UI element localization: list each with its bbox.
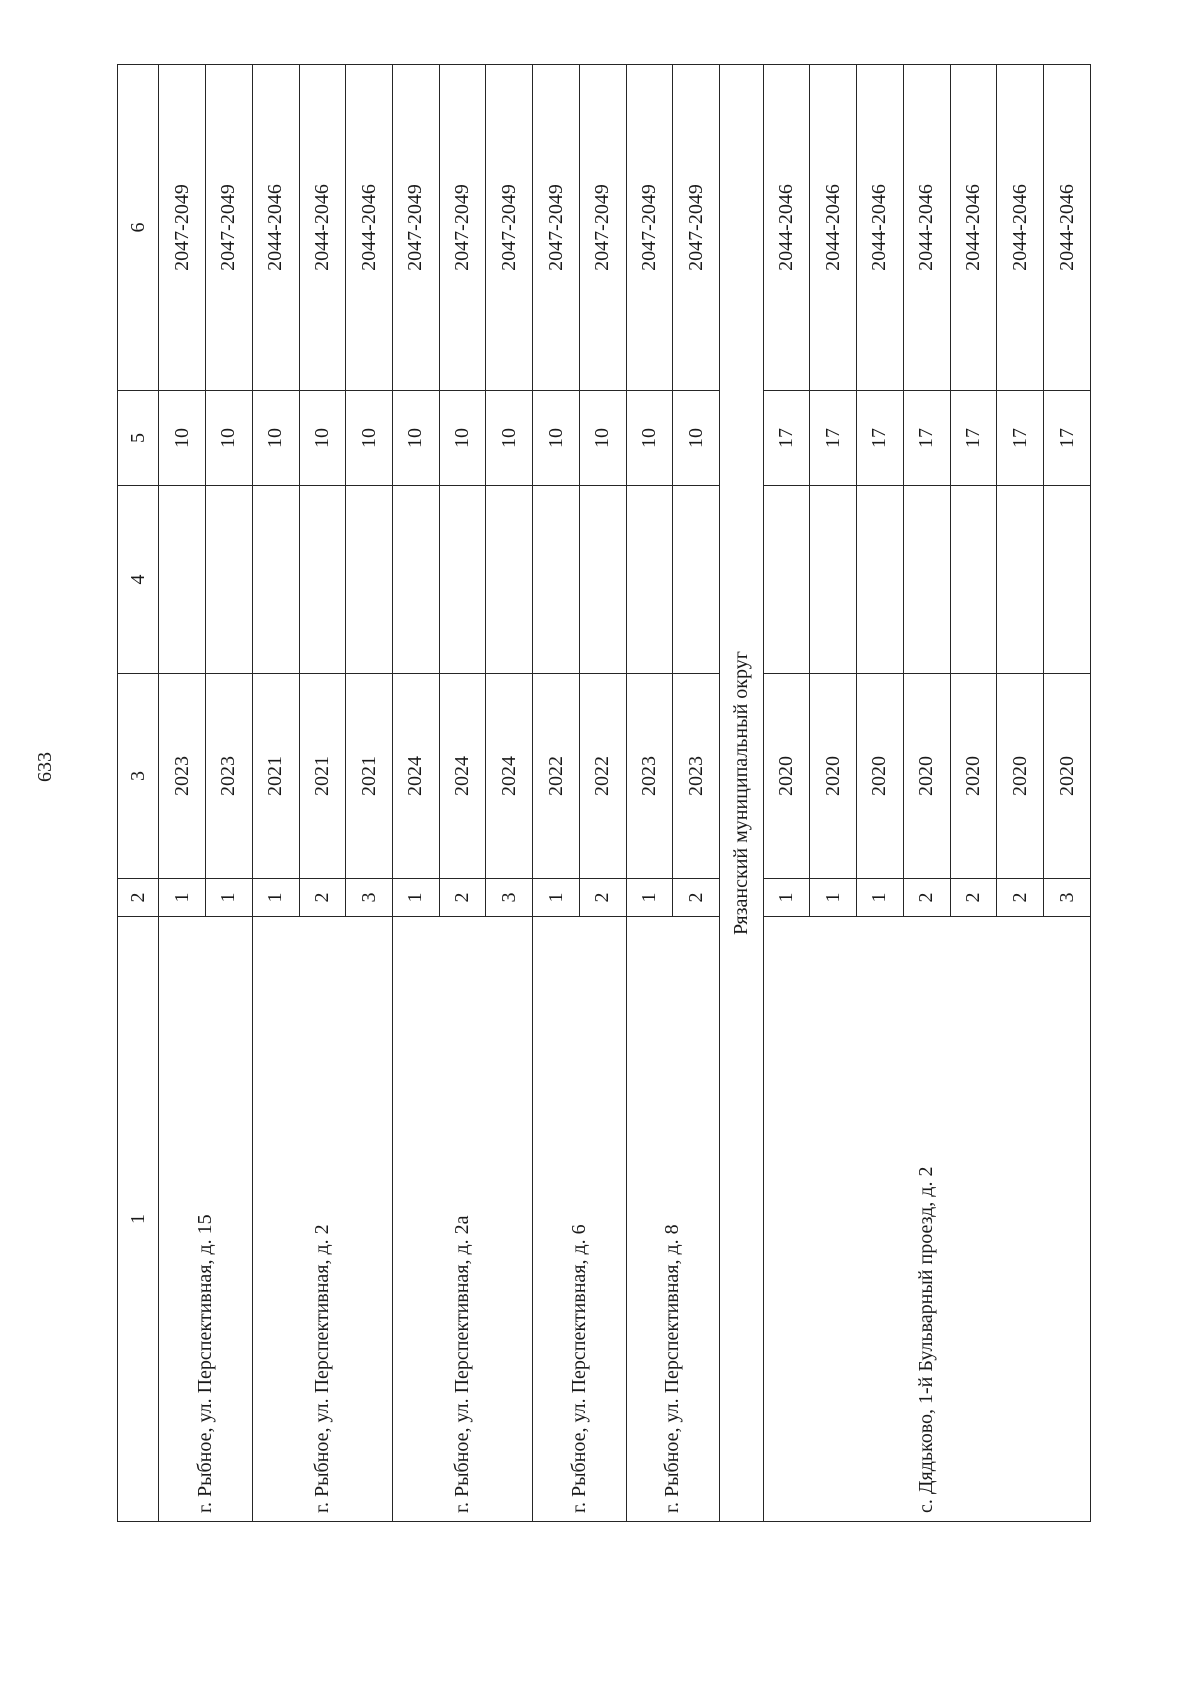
value-cell: 1 (810, 879, 857, 917)
value-cell: 2023 (673, 674, 720, 879)
value-cell: 2020 (763, 674, 810, 879)
address-cell: г. Рыбное, ул. Перспективная, д. 2 (252, 917, 392, 1522)
value-cell: 10 (299, 391, 346, 486)
value-cell: 17 (1044, 391, 1091, 486)
value-cell: 10 (159, 391, 206, 486)
value-cell: 2047-2049 (159, 65, 206, 391)
value-cell: 2044-2046 (299, 65, 346, 391)
rotated-table-container (117, 65, 1091, 1522)
value-cell: 2 (673, 879, 720, 917)
value-cell (439, 486, 486, 674)
address-cell: г. Рыбное, ул. Перспективная, д. 6 (533, 917, 626, 1522)
value-cell (486, 486, 533, 674)
value-cell: 1 (626, 879, 673, 917)
value-cell: 10 (579, 391, 626, 486)
region-heading: Рязанский муниципальный округ (720, 65, 763, 1522)
value-cell: 10 (439, 391, 486, 486)
value-cell: 10 (486, 391, 533, 486)
value-cell: 2047-2049 (673, 65, 720, 391)
value-cell: 17 (810, 391, 857, 486)
value-cell: 1 (252, 879, 299, 917)
address-cell: с. Дядьково, 1-й Бульварный проезд, д. 2 (763, 917, 1090, 1522)
value-cell: 1 (206, 879, 253, 917)
value-cell: 2021 (346, 674, 393, 879)
value-cell: 2047-2049 (533, 65, 580, 391)
value-cell (159, 486, 206, 674)
table-row (159, 65, 206, 1522)
value-cell: 2021 (299, 674, 346, 879)
value-cell: 10 (392, 391, 439, 486)
value-cell: 2047-2049 (486, 65, 533, 391)
value-cell (299, 486, 346, 674)
value-cell: 2044-2046 (346, 65, 393, 391)
value-cell: 10 (673, 391, 720, 486)
value-cell: 2020 (1044, 674, 1091, 879)
value-cell (810, 486, 857, 674)
header-cell: 5 (118, 391, 159, 486)
value-cell: 2021 (252, 674, 299, 879)
value-cell: 17 (997, 391, 1044, 486)
region-row (720, 65, 763, 1522)
page-number: 633 (34, 752, 56, 782)
address-cell: г. Рыбное, ул. Перспективная, д. 8 (626, 917, 719, 1522)
address-cell: г. Рыбное, ул. Перспективная, д. 15 (159, 917, 252, 1522)
value-cell: 2 (997, 879, 1044, 917)
value-cell: 2 (950, 879, 997, 917)
value-cell: 3 (346, 879, 393, 917)
value-cell (252, 486, 299, 674)
value-cell: 2 (299, 879, 346, 917)
value-cell: 17 (763, 391, 810, 486)
value-cell: 2024 (392, 674, 439, 879)
value-cell (346, 486, 393, 674)
value-cell (673, 486, 720, 674)
value-cell (950, 486, 997, 674)
header-cell: 1 (118, 917, 159, 1522)
value-cell (579, 486, 626, 674)
value-cell: 2044-2046 (252, 65, 299, 391)
value-cell: 2020 (997, 674, 1044, 879)
value-cell: 2 (579, 879, 626, 917)
value-cell: 2024 (439, 674, 486, 879)
value-cell: 1 (763, 879, 810, 917)
value-cell: 2023 (159, 674, 206, 879)
value-cell: 17 (857, 391, 904, 486)
value-cell (533, 486, 580, 674)
header-row (118, 65, 159, 1522)
value-cell (1044, 486, 1091, 674)
value-cell: 1 (857, 879, 904, 917)
value-cell: 3 (1044, 879, 1091, 917)
table-row (626, 65, 673, 1522)
table-body (118, 65, 1091, 1522)
header-cell: 3 (118, 674, 159, 879)
value-cell: 1 (392, 879, 439, 917)
value-cell (626, 486, 673, 674)
value-cell: 2044-2046 (950, 65, 997, 391)
value-cell: 2020 (810, 674, 857, 879)
table-row (252, 65, 299, 1522)
value-cell (206, 486, 253, 674)
value-cell: 2047-2049 (579, 65, 626, 391)
value-cell: 17 (903, 391, 950, 486)
table-row (533, 65, 580, 1522)
value-cell (903, 486, 950, 674)
value-cell: 2023 (206, 674, 253, 879)
value-cell: 2020 (857, 674, 904, 879)
value-cell: 2044-2046 (997, 65, 1044, 391)
value-cell: 2044-2046 (857, 65, 904, 391)
value-cell: 1 (159, 879, 206, 917)
value-cell: 2 (439, 879, 486, 917)
value-cell: 2023 (626, 674, 673, 879)
schedule-table (117, 64, 1091, 1522)
value-cell: 2044-2046 (1044, 65, 1091, 391)
value-cell: 10 (346, 391, 393, 486)
value-cell: 10 (252, 391, 299, 486)
value-cell (763, 486, 810, 674)
value-cell: 2 (903, 879, 950, 917)
value-cell: 2044-2046 (763, 65, 810, 391)
header-cell: 6 (118, 65, 159, 391)
value-cell: 2020 (903, 674, 950, 879)
table-row (392, 65, 439, 1522)
header-cell: 2 (118, 879, 159, 917)
header-cell: 4 (118, 486, 159, 674)
value-cell (392, 486, 439, 674)
value-cell (857, 486, 904, 674)
value-cell: 2020 (950, 674, 997, 879)
value-cell: 1 (533, 879, 580, 917)
value-cell: 2047-2049 (206, 65, 253, 391)
value-cell: 2044-2046 (903, 65, 950, 391)
address-cell: г. Рыбное, ул. Перспективная, д. 2а (392, 917, 532, 1522)
value-cell: 2044-2046 (810, 65, 857, 391)
value-cell: 2047-2049 (392, 65, 439, 391)
value-cell: 2024 (486, 674, 533, 879)
value-cell: 3 (486, 879, 533, 917)
value-cell: 10 (206, 391, 253, 486)
value-cell: 10 (626, 391, 673, 486)
value-cell: 2047-2049 (439, 65, 486, 391)
value-cell (997, 486, 1044, 674)
value-cell: 2022 (533, 674, 580, 879)
value-cell: 2047-2049 (626, 65, 673, 391)
value-cell: 17 (950, 391, 997, 486)
value-cell: 10 (533, 391, 580, 486)
table-row (763, 65, 810, 1522)
value-cell: 2022 (579, 674, 626, 879)
